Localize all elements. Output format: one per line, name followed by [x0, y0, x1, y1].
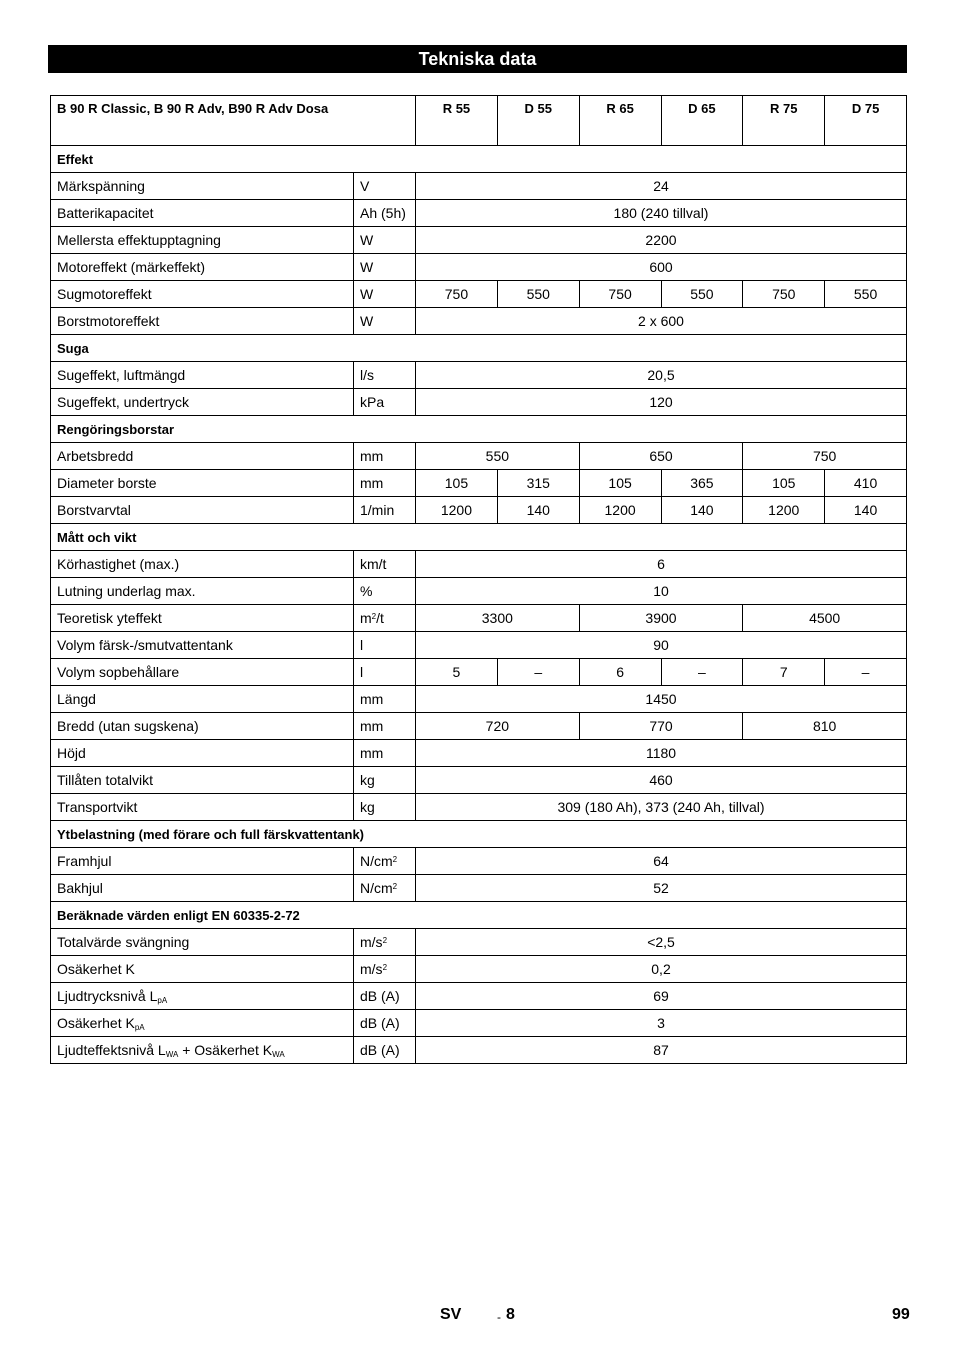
row-label-text: Totalvärde svängning — [57, 934, 190, 950]
row-value: 365 — [661, 470, 743, 497]
section-heading: Ytbelastning (med förare och full färskvattentank) — [51, 821, 907, 848]
row-value: 810 — [743, 713, 907, 740]
page-title: Tekniska data — [48, 45, 907, 73]
row-label-text: Borstmotoreffekt — [57, 313, 160, 329]
row-label — [51, 794, 354, 821]
row-unit: mm — [354, 740, 416, 767]
table-row — [51, 1037, 907, 1064]
section-row — [51, 902, 907, 929]
row-unit-superscript: 2 — [392, 855, 398, 864]
row-value: 750 — [579, 281, 661, 308]
row-label — [51, 551, 354, 578]
table-row — [51, 713, 907, 740]
row-unit: dB (A) — [354, 1037, 416, 1064]
row-label-subscript-2: WA — [272, 1049, 285, 1059]
header-model-1: D 55 — [497, 96, 579, 146]
table-row — [51, 551, 907, 578]
row-label — [51, 443, 354, 470]
row-unit-text: N/cm — [360, 880, 393, 896]
row-value: 105 — [416, 470, 498, 497]
row-unit-text: m/s — [360, 934, 383, 950]
table-row — [51, 308, 907, 335]
row-label — [51, 686, 354, 713]
section-row — [51, 416, 907, 443]
row-unit: mm — [354, 470, 416, 497]
row-value: 20,5 — [416, 362, 907, 389]
row-label-text-2: + Osäkerhet K — [178, 1041, 273, 1058]
row-value: 309 (180 Ah), 373 (240 Ah, tillval) — [416, 794, 907, 821]
row-value: 1200 — [579, 497, 661, 524]
row-label-text: Lutning underlag max. — [57, 583, 196, 599]
row-unit: mm — [354, 686, 416, 713]
row-value: 2200 — [416, 227, 907, 254]
row-unit: mm — [354, 443, 416, 470]
row-label — [51, 983, 354, 1010]
table-row — [51, 443, 907, 470]
table-row — [51, 173, 907, 200]
row-value: 120 — [416, 389, 907, 416]
row-value: 6 — [579, 659, 661, 686]
row-value: 87 — [416, 1037, 907, 1064]
row-unit — [354, 848, 416, 875]
row-value: 1200 — [743, 497, 825, 524]
row-label-text: Sugeffekt, undertryck — [57, 394, 190, 410]
footer-language: SV — [440, 1306, 462, 1323]
table-row — [51, 281, 907, 308]
footer-page-number: 99 — [892, 1306, 910, 1323]
row-unit — [354, 605, 416, 632]
row-unit: % — [354, 578, 416, 605]
row-unit-text: m/s — [360, 961, 383, 977]
row-label-text: Osäkerhet K — [57, 1014, 135, 1031]
row-value: 140 — [825, 497, 907, 524]
table-row — [51, 767, 907, 794]
row-label — [51, 1037, 354, 1064]
row-label-text: Längd — [57, 691, 96, 707]
row-unit-superscript: 2 — [382, 963, 388, 972]
row-unit: Ah (5h) — [354, 200, 416, 227]
row-value: 1200 — [416, 497, 498, 524]
row-label-text: Sugeffekt, luftmängd — [57, 367, 186, 383]
table-row — [51, 362, 907, 389]
row-value: 315 — [497, 470, 579, 497]
table-row — [51, 929, 907, 956]
row-unit — [354, 956, 416, 983]
row-label-text: Körhastighet (max.) — [57, 556, 180, 572]
row-label-text: Diameter borste — [57, 475, 157, 491]
row-label-text: Bredd (utan sugskena) — [57, 718, 199, 734]
row-value: – — [825, 659, 907, 686]
row-unit: dB (A) — [354, 1010, 416, 1037]
row-label-text: Arbetsbredd — [57, 448, 134, 464]
row-label — [51, 659, 354, 686]
row-value: 69 — [416, 983, 907, 1010]
row-value: – — [661, 659, 743, 686]
row-label-text: Ljudteffektsnivå L — [57, 1041, 166, 1058]
row-value: 750 — [416, 281, 498, 308]
section-row — [51, 146, 907, 173]
row-unit-text: m — [360, 610, 372, 626]
table-row — [51, 875, 907, 902]
row-label-subscript: pA — [134, 1022, 145, 1032]
section-row — [51, 821, 907, 848]
row-label-text: Märkspänning — [57, 178, 145, 194]
section-heading: Rengöringsborstar — [51, 416, 907, 443]
header-model-5: D 75 — [825, 96, 907, 146]
row-label — [51, 470, 354, 497]
row-label — [51, 497, 354, 524]
row-value: 750 — [743, 281, 825, 308]
row-value: 3 — [416, 1010, 907, 1037]
table-row — [51, 686, 907, 713]
table-row — [51, 740, 907, 767]
row-label-text: Volym färsk-/smutvattentank — [57, 637, 233, 653]
row-value: 7 — [743, 659, 825, 686]
row-unit: V — [354, 173, 416, 200]
row-label — [51, 389, 354, 416]
row-value: 600 — [416, 254, 907, 281]
row-label-text: Bakhjul — [57, 880, 103, 896]
row-label — [51, 929, 354, 956]
row-label — [51, 713, 354, 740]
row-unit: kg — [354, 767, 416, 794]
row-value: 1180 — [416, 740, 907, 767]
row-value: 410 — [825, 470, 907, 497]
row-unit: l/s — [354, 362, 416, 389]
row-unit: kPa — [354, 389, 416, 416]
row-value: 750 — [743, 443, 907, 470]
row-value: 4500 — [743, 605, 907, 632]
row-value: 52 — [416, 875, 907, 902]
row-unit: l — [354, 659, 416, 686]
table-row — [51, 1010, 907, 1037]
row-unit-superscript: 2 — [392, 882, 398, 891]
row-value: 90 — [416, 632, 907, 659]
table-row — [51, 605, 907, 632]
row-value: 64 — [416, 848, 907, 875]
row-label — [51, 767, 354, 794]
row-unit-tail: /t — [376, 610, 384, 626]
header-model-0: R 55 — [416, 96, 498, 146]
section-heading: Beräknade värden enligt EN 60335-2-72 — [51, 902, 907, 929]
row-label-text: Volym sopbehållare — [57, 664, 180, 680]
row-unit: mm — [354, 713, 416, 740]
row-label-text: Teoretisk yteffekt — [57, 610, 162, 626]
row-label — [51, 362, 354, 389]
table-row — [51, 227, 907, 254]
row-unit: W — [354, 227, 416, 254]
section-heading: Effekt — [51, 146, 907, 173]
table-row — [51, 659, 907, 686]
row-label — [51, 632, 354, 659]
row-unit: km/t — [354, 551, 416, 578]
table-header-row — [51, 96, 907, 146]
table-row — [51, 254, 907, 281]
row-value: 3300 — [416, 605, 580, 632]
header-model-4: R 75 — [743, 96, 825, 146]
row-value: – — [497, 659, 579, 686]
row-label-subscript: pA — [157, 995, 168, 1005]
row-value: 105 — [579, 470, 661, 497]
row-unit: W — [354, 254, 416, 281]
row-value: 650 — [579, 443, 743, 470]
row-label — [51, 848, 354, 875]
section-heading: Mått och vikt — [51, 524, 907, 551]
row-label-text: Batterikapacitet — [57, 205, 154, 221]
row-label-text: Borstvarvtal — [57, 502, 131, 518]
row-unit-superscript: 2 — [382, 936, 388, 945]
row-label-text: Tillåten totalvikt — [57, 772, 153, 788]
footer-dash: - — [497, 1310, 501, 1324]
row-label-text: Motoreffekt (märkeffekt) — [57, 259, 206, 275]
row-value: 720 — [416, 713, 580, 740]
table-row — [51, 470, 907, 497]
row-label-subscript: WA — [165, 1049, 179, 1059]
row-label — [51, 281, 354, 308]
table-row — [51, 794, 907, 821]
row-unit-superscript: 2 — [371, 612, 377, 621]
row-unit: W — [354, 281, 416, 308]
row-unit: W — [354, 308, 416, 335]
row-unit — [354, 929, 416, 956]
row-value: 550 — [416, 443, 580, 470]
row-label-text: Sugmotoreffekt — [57, 286, 152, 302]
tech-data-table — [50, 95, 907, 1064]
row-label — [51, 956, 354, 983]
row-label-text: Ljudtrycksnivå L — [57, 987, 158, 1004]
section-row — [51, 335, 907, 362]
row-unit — [354, 875, 416, 902]
row-value: 24 — [416, 173, 907, 200]
header-model-3: D 65 — [661, 96, 743, 146]
row-label — [51, 227, 354, 254]
footer-section-number: 8 — [506, 1306, 515, 1323]
table-row — [51, 956, 907, 983]
row-label-text: Mellersta effektupptagning — [57, 232, 221, 248]
header-model-label: B 90 R Classic, B 90 R Adv, B90 R Adv Dosa — [51, 96, 416, 146]
table-row — [51, 983, 907, 1010]
row-value: 180 (240 tillval) — [416, 200, 907, 227]
row-value: 140 — [661, 497, 743, 524]
row-unit: dB (A) — [354, 983, 416, 1010]
table-row — [51, 200, 907, 227]
row-label — [51, 740, 354, 767]
row-value: 0,2 — [416, 956, 907, 983]
row-label — [51, 200, 354, 227]
row-label-text: Framhjul — [57, 853, 112, 869]
row-value: 2 x 600 — [416, 308, 907, 335]
row-value: 6 — [416, 551, 907, 578]
row-value: 550 — [497, 281, 579, 308]
section-row — [51, 524, 907, 551]
row-value: 550 — [825, 281, 907, 308]
row-unit-text: N/cm — [360, 853, 393, 869]
header-model-2: R 65 — [579, 96, 661, 146]
row-label-text: Osäkerhet K — [57, 961, 135, 977]
table-row — [51, 848, 907, 875]
row-value: <2,5 — [416, 929, 907, 956]
row-unit: 1/min — [354, 497, 416, 524]
row-value: 770 — [579, 713, 743, 740]
row-value: 140 — [497, 497, 579, 524]
row-label — [51, 875, 354, 902]
row-label-text: Transportvikt — [57, 799, 138, 815]
row-label — [51, 578, 354, 605]
row-label-text: Höjd — [57, 745, 86, 761]
table-row — [51, 632, 907, 659]
row-value: 3900 — [579, 605, 743, 632]
row-value: 105 — [743, 470, 825, 497]
row-label — [51, 1010, 354, 1037]
row-value: 460 — [416, 767, 907, 794]
table-row — [51, 497, 907, 524]
row-label — [51, 254, 354, 281]
row-unit: l — [354, 632, 416, 659]
table-row — [51, 578, 907, 605]
section-heading: Suga — [51, 335, 907, 362]
row-value: 1450 — [416, 686, 907, 713]
row-value: 10 — [416, 578, 907, 605]
row-label — [51, 308, 354, 335]
row-unit: kg — [354, 794, 416, 821]
table-row — [51, 389, 907, 416]
row-label — [51, 173, 354, 200]
row-value: 550 — [661, 281, 743, 308]
row-value: 5 — [416, 659, 498, 686]
row-label — [51, 605, 354, 632]
